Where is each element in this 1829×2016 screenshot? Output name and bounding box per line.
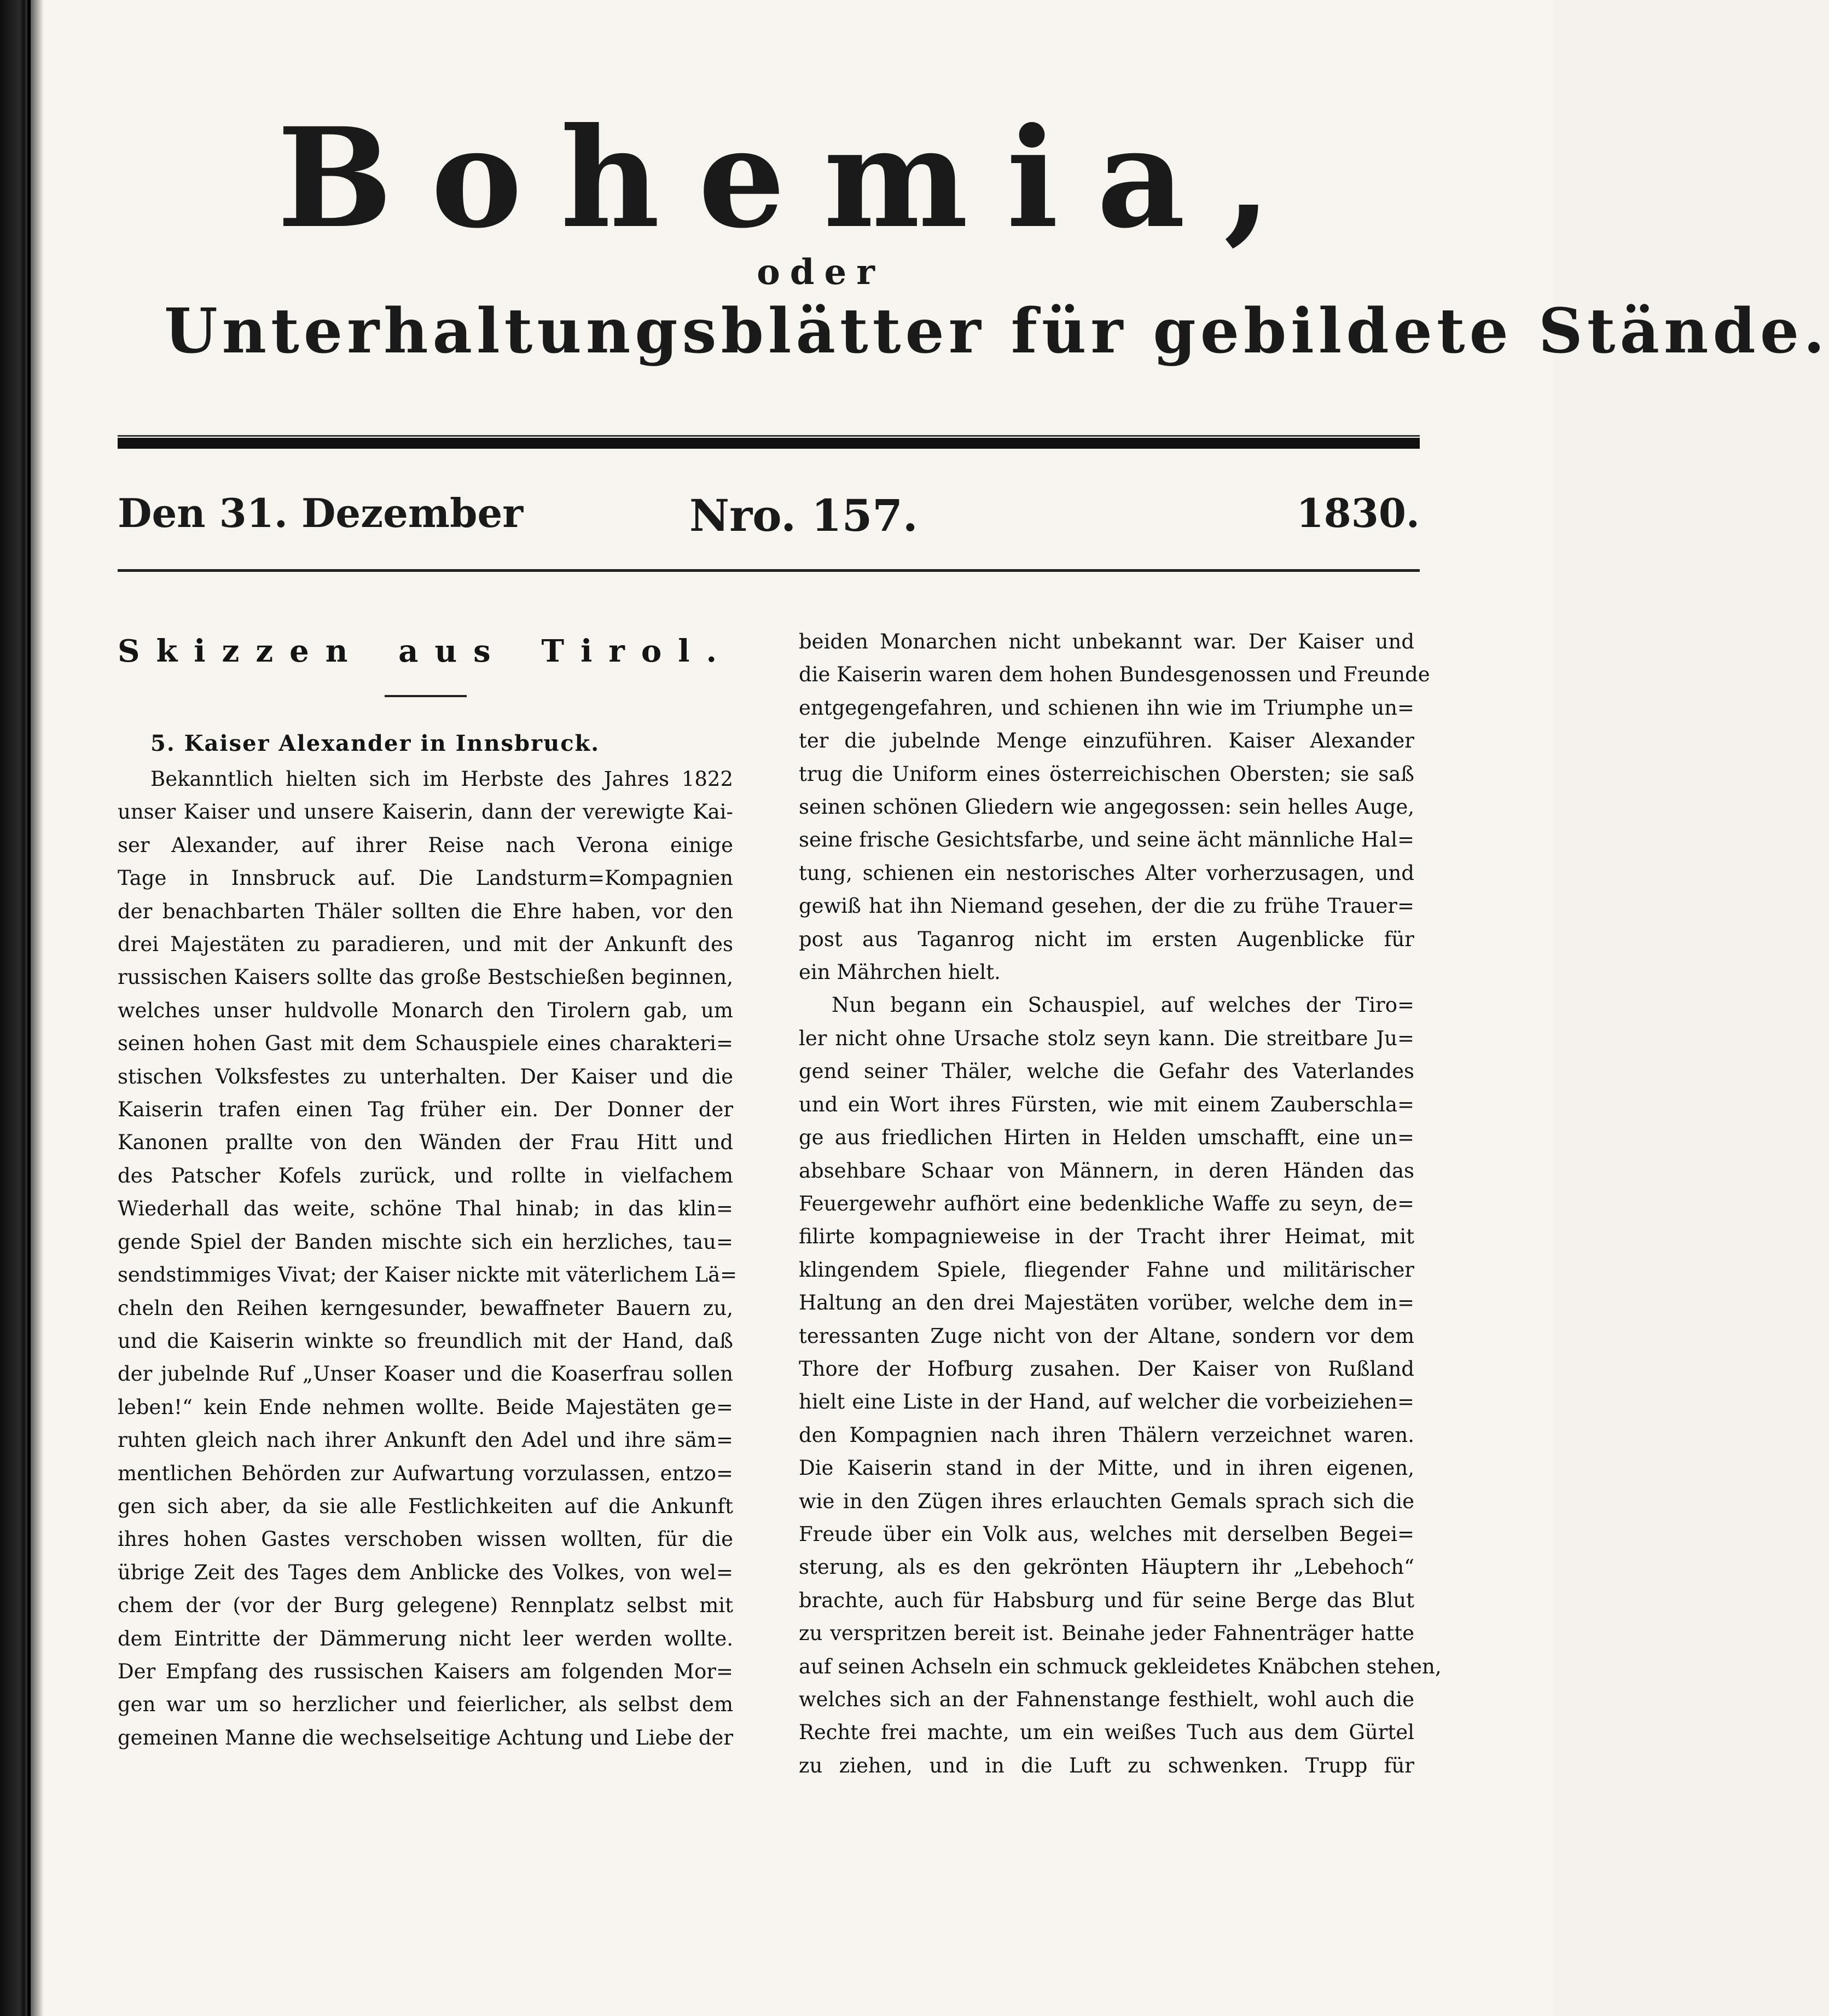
right-column <box>799 625 1442 1782</box>
text-line: entgegengefahren, und schienen ihn wie im Triumphe un= <box>799 696 1414 720</box>
text-line: ruhten gleich nach ihrer Ankunft den Adel und ihre säm= <box>118 1428 733 1452</box>
text-line: chem der (vor der Burg gelegene) Rennplatz selbst mit <box>118 1594 733 1618</box>
section-heading: 5. Kaiser Alexander in Innsbruck. <box>150 731 600 756</box>
binding-edge <box>0 0 44 2016</box>
text-line: seinen hohen Gast mit dem Schauspiele eines charakteri= <box>118 1032 733 1056</box>
dateline-rule <box>118 569 1420 572</box>
text-line: Die Kaiserin stand in der Mitte, und in ihren eigenen, <box>799 1456 1414 1480</box>
text-line: der benachbarten Thäler sollten die Ehre haben, vor den <box>118 899 733 923</box>
article-title: Skizzen aus Tirol. <box>118 633 733 669</box>
text-line: hielt eine Liste in der Hand, auf welcher die vorbeiziehen= <box>799 1390 1414 1414</box>
text-line: mentlichen Behörden zur Aufwartung vorzulassen, entzo= <box>118 1461 733 1485</box>
text-line: post aus Taganrog nicht im ersten Augenblicke für <box>799 927 1414 951</box>
text-line: sterung, als es den gekrönten Häuptern ihr „Lebehoch“ <box>799 1555 1414 1579</box>
text-line: gende Spiel der Banden mischte sich ein herzliches, tau= <box>118 1230 733 1254</box>
text-line: klingendem Spiele, fliegender Fahne und militärischer <box>799 1258 1414 1282</box>
text-line: beiden Monarchen nicht unbekannt war. Der Kaiser und <box>799 630 1414 653</box>
text-line: Tage in Innsbruck auf. Die Landsturm=Kompagnien <box>118 866 733 890</box>
text-line: stischen Volksfestes zu unterhalten. Der Kaiser und die <box>118 1064 733 1088</box>
text-line: Thore der Hofburg zusahen. Der Kaiser von Rußland <box>799 1357 1414 1381</box>
text-line: filirte kompagnieweise in der Tracht ihrer Heimat, mit <box>799 1225 1414 1249</box>
text-line: gen war um so herzlicher und feierlicher, als selbst dem <box>118 1693 733 1717</box>
text-line: ihres hohen Gastes verschoben wissen wollten, für die <box>118 1527 733 1551</box>
text-line: gend seiner Thäler, welche die Gefahr des Vaterlandes <box>799 1059 1414 1084</box>
text-line: ge aus friedlichen Hirten in Helden umschafft, eine un= <box>799 1126 1414 1150</box>
text-line: Rechte frei machte, um ein weißes Tuch aus dem Gürtel <box>799 1720 1414 1745</box>
issue-date: Den 31. Dezember <box>118 490 524 536</box>
text-line: gemeinen Manne die wechselseitige Achtung und Liebe der <box>118 1725 734 1749</box>
text-line: unser Kaiser und unsere Kaiserin, dann der verewigte Kai- <box>118 800 733 824</box>
article-title-rule <box>385 695 467 697</box>
text-line: dem Eintritte der Dämmerung nicht leer werden wollte. <box>118 1626 733 1650</box>
masthead-subtitle: Unterhaltungsblätter für gebildete Stände. <box>164 296 1829 367</box>
text-line: ter die jubelnde Menge einzuführen. Kaiser Alexander <box>799 729 1414 753</box>
left-column-text <box>118 763 738 1754</box>
text-line: zu verspritzen bereit ist. Beinahe jeder Fahnenträger hatte <box>799 1621 1414 1646</box>
masthead-title: Bohemia, <box>277 97 1310 258</box>
masthead-oder: oder <box>757 252 885 293</box>
text-line: cheln den Reihen kerngesunder, bewaffneter Bauern zu, <box>118 1296 733 1320</box>
text-line: der jubelnde Ruf „Unser Koaser und die Koaserfrau sollen <box>118 1362 733 1386</box>
text-line: Freude über ein Volk aus, welches mit derselben Begei= <box>799 1522 1414 1546</box>
issue-year: 1830. <box>1296 490 1420 536</box>
dateline <box>118 490 1420 550</box>
text-line: Feuergewehr aufhört eine bedenkliche Waffe zu seyn, de= <box>799 1191 1414 1215</box>
masthead-rule-top <box>118 435 1420 437</box>
text-line: ser Alexander, auf ihrer Reise nach Verona einige <box>118 833 733 857</box>
text-line: welches sich an der Fahnenstange festhielt, wohl auch die <box>799 1688 1414 1711</box>
text-line: Kaiserin trafen einen Tag früher ein. Der Donner der <box>118 1098 733 1122</box>
text-line: tung, schienen ein nestorisches Alter vorherzusagen, und <box>799 861 1414 885</box>
text-line: übrige Zeit des Tages dem Anblicke des Volkes, von wel= <box>118 1560 733 1584</box>
left-column <box>118 624 738 1754</box>
text-line: des Patscher Kofels zurück, und rollte in vielfachem <box>118 1163 733 1187</box>
text-line: seinen schönen Gliedern wie angegossen: sein helles Auge, <box>799 795 1414 819</box>
issue-number: Nro. 157. <box>689 490 918 541</box>
text-line: den Kompagnien nach ihren Thälern verzeichnet waren. <box>799 1423 1414 1447</box>
text-line: leben!“ kein Ende nehmen wollte. Beide Majestäten ge= <box>118 1395 733 1419</box>
text-line: sendstimmiges Vivat; der Kaiser nickte mit väterlichem Lä= <box>118 1263 738 1287</box>
text-line: Haltung an den drei Majestäten vorüber, welche dem in= <box>799 1291 1414 1315</box>
text-line: trug die Uniform eines österreichischen Obersten; sie saß <box>799 762 1414 786</box>
text-line: teressanten Zuge nicht von der Altane, sondern vor dem <box>799 1324 1414 1348</box>
text-line: russischen Kaisers sollte das große Bestschießen beginnen, <box>118 965 733 989</box>
text-line: zu ziehen, und in die Luft zu schwenken. Trupp für <box>799 1753 1414 1777</box>
text-line: ler nicht ohne Ursache stolz seyn kann. Die streitbare Ju= <box>799 1026 1414 1050</box>
text-line: die Kaiserin waren dem hohen Bundesgenossen und Freunde <box>799 663 1430 687</box>
text-line: Wiederhall das weite, schöne Thal hinab; in das klin= <box>118 1197 733 1221</box>
masthead-rule <box>118 438 1420 449</box>
text-line: absehbare Schaar von Männern, in deren Händen das <box>799 1158 1414 1183</box>
text-line: welches unser huldvolle Monarch den Tirolern gab, um <box>118 998 733 1022</box>
text-line: und die Kaiserin winkte so freundlich mit der Hand, daß <box>118 1329 733 1353</box>
binding-line <box>27 0 31 2016</box>
text-line: Bekanntlich hielten sich im Herbste des Jahres 1822 <box>150 767 733 791</box>
text-line: Der Empfang des russischen Kaisers am folgenden Mor= <box>118 1659 733 1683</box>
text-line: auf seinen Achseln ein schmuck gekleidetes Knäbchen stehen, <box>799 1654 1442 1678</box>
text-line: drei Majestäten zu paradieren, und mit der Ankunft des <box>118 932 733 957</box>
text-line: seine frische Gesichtsfarbe, und seine ächt männliche Hal= <box>799 828 1414 852</box>
text-line: Nun begann ein Schauspiel, auf welches der Tiro= <box>832 993 1414 1017</box>
text-line: gewiß hat ihn Niemand gesehen, der die zu frühe Trauer= <box>799 894 1414 918</box>
text-line: ein Mährchen hielt. <box>799 960 1001 984</box>
text-line: gen sich aber, da sie alle Festlichkeiten auf die Ankunft <box>118 1494 733 1518</box>
text-line: brachte, auch für Habsburg und für seine Berge das Blut <box>799 1588 1414 1612</box>
text-line: und ein Wort ihres Fürsten, wie mit einem Zauberschla= <box>799 1092 1414 1116</box>
right-column-text <box>799 625 1442 1782</box>
text-line: Kanonen prallte von den Wänden der Frau Hitt und <box>118 1131 733 1155</box>
text-line: wie in den Zügen ihres erlauchten Gemals sprach sich die <box>799 1489 1414 1513</box>
